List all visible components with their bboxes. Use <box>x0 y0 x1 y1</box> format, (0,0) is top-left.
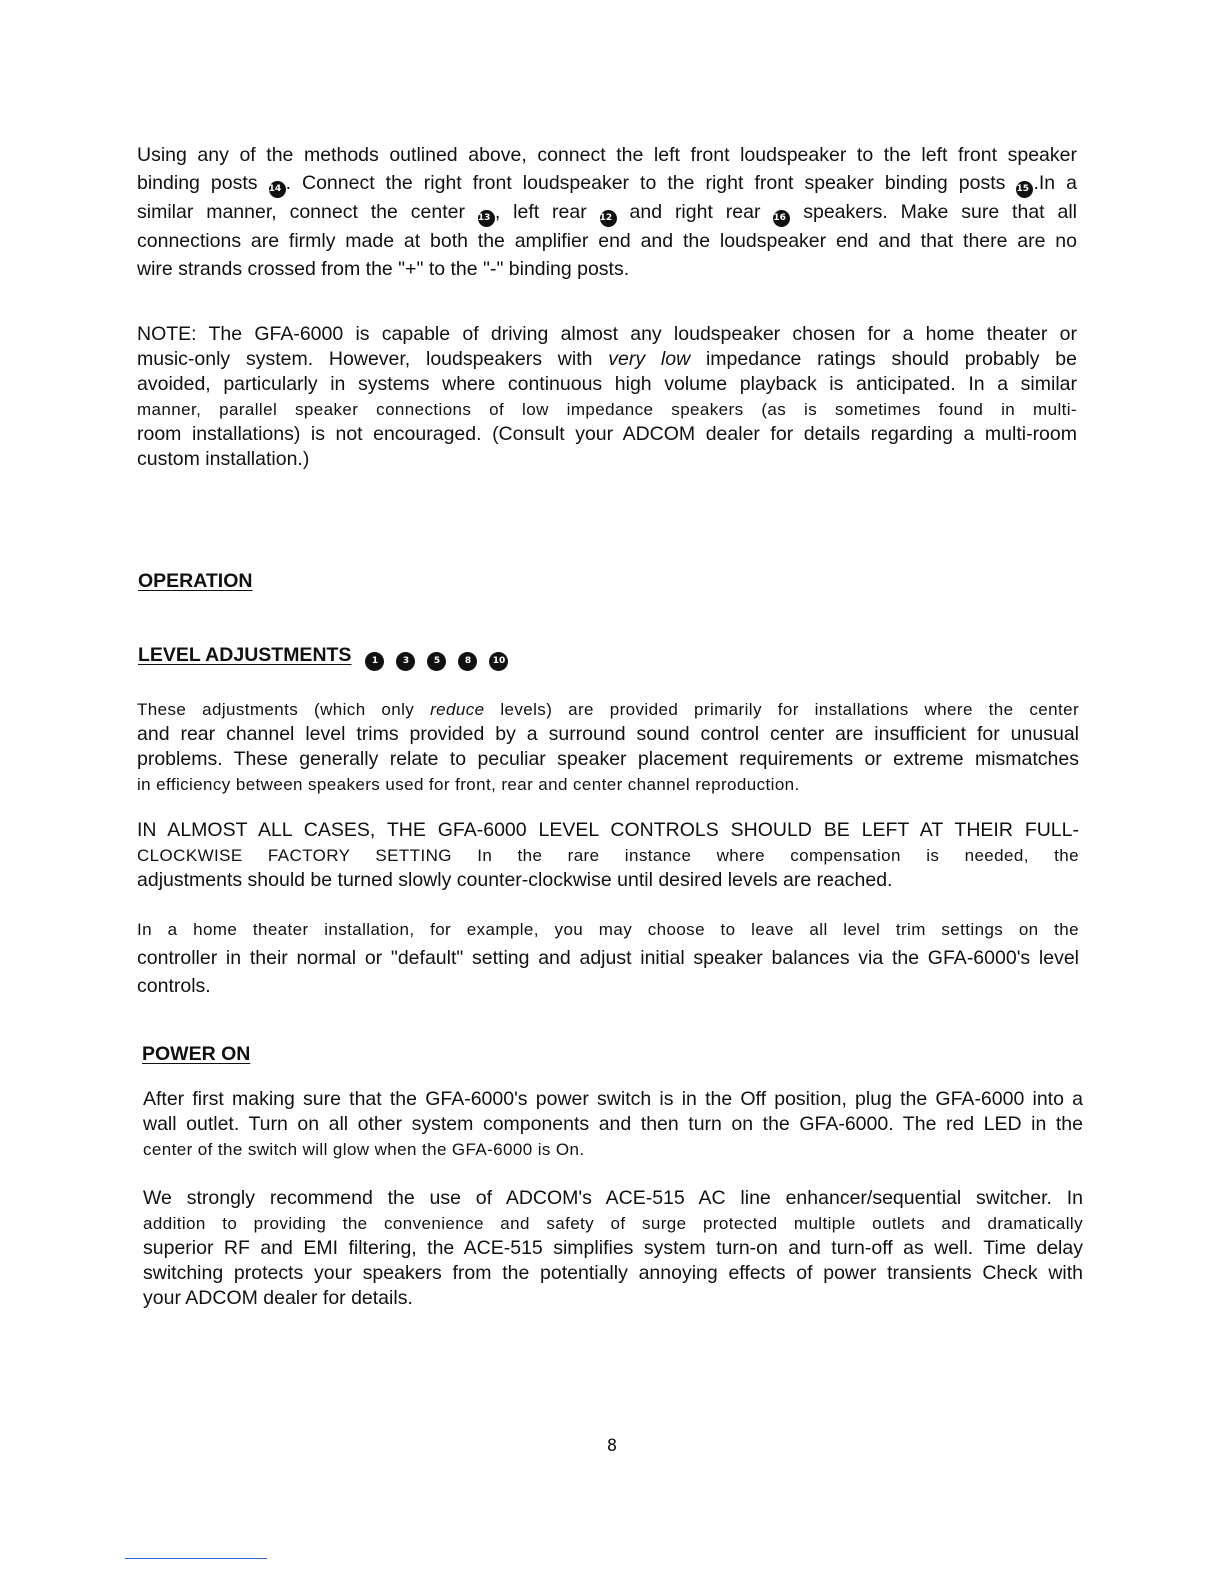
text-line: After first making sure that the GFA-6000's power switch is in the Off position, plug the GFA-6000 into a <box>143 1088 1083 1110</box>
level-control-badges <box>353 644 508 671</box>
level-paragraph-3 <box>137 916 1079 1000</box>
text-line: In a home theater installation, for example, you may choose to leave all level trim settings on the <box>137 920 1079 939</box>
text-line: in efficiency between speakers used for front, rear and center channel reproduction. <box>137 775 800 794</box>
text-line: center of the switch will glow when the GFA-6000 is On. <box>143 1140 585 1159</box>
callout-badge-left-front: 14 <box>269 181 286 198</box>
callout-badge: 3 <box>396 652 415 671</box>
page-number: 8 <box>606 1436 618 1456</box>
connection-paragraph <box>137 141 1077 283</box>
text-line: manner, parallel speaker connections of low impedance speakers (as is sometimes found in multi- <box>137 400 1077 419</box>
text-line: similar manner, connect the center 13 , left rear 12 and right rear 16 speakers. Make sure that all <box>137 198 1077 227</box>
level-paragraph-2 <box>137 818 1079 893</box>
text-line: problems. These generally relate to peculiar speaker placement requirements or extreme mismatches <box>137 748 1079 770</box>
text-line: wire strands crossed from the "+" to the "-" binding posts. <box>137 258 630 280</box>
text-line: We strongly recommend the use of ADCOM's ACE-515 AC line enhancer/sequential switcher. In <box>143 1187 1083 1209</box>
level-paragraph-1 <box>137 697 1079 797</box>
level-adjustments-heading: LEVEL ADJUSTMENTS 1 3 5 8 10 <box>138 644 508 671</box>
text-line: and rear channel level trims provided by a surround sound control center are insufficient for unusual <box>137 723 1079 745</box>
text-line: controller in their normal or "default" setting and adjust initial speaker balances via the GFA-6000's level <box>137 947 1079 969</box>
text-line: controls. <box>137 975 211 997</box>
callout-badge: 10 <box>489 652 508 671</box>
text-line: switching protects your speakers from the potentially annoying effects of power transients Check with <box>143 1262 1083 1284</box>
text-line: superior RF and EMI filtering, the ACE-515 simplifies system turn-on and turn-off as well. Time delay <box>143 1237 1083 1259</box>
callout-badge: 8 <box>458 652 477 671</box>
text-line: adjustments should be turned slowly counter-clockwise until desired levels are reached. <box>137 869 893 891</box>
text-line: music-only system. However, loudspeakers with very low impedance ratings should probably be <box>137 348 1077 370</box>
callout-badge: 1 <box>365 652 384 671</box>
callout-badge: 5 <box>427 652 446 671</box>
text-line: These adjustments (which only reduce levels) are provided primarily for installations where the center <box>137 700 1080 719</box>
note-paragraph <box>137 322 1077 472</box>
text-line: custom installation.) <box>137 448 310 470</box>
text-line: Using any of the methods outlined above, connect the left front loudspeaker to the left front speaker <box>137 144 1077 166</box>
text-line: connections are firmly made at both the amplifier end and the loudspeaker end and that there are no <box>137 230 1077 252</box>
text-line: NOTE: The GFA-6000 is capable of driving almost any loudspeaker chosen for a home theater or <box>137 323 1077 345</box>
callout-badge-left-rear: 12 <box>600 210 617 227</box>
text-line: avoided, particularly in systems where continuous high volume playback is anticipated. In a similar <box>137 373 1077 395</box>
footer-rule <box>125 1558 267 1559</box>
power-on-heading: POWER ON <box>142 1043 251 1065</box>
operation-heading: OPERATION <box>138 570 253 592</box>
text-line: wall outlet. Turn on all other system components and then turn on the GFA-6000. The red LED in the <box>143 1113 1083 1135</box>
callout-badge-right-front: 15 <box>1016 181 1033 198</box>
text-line: CLOCKWISE FACTORY SETTING In the rare instance where compensation is needed, the <box>137 846 1079 865</box>
text-line: room installations) is not encouraged. (Consult your ADCOM dealer for details regarding a multi-room <box>137 423 1077 445</box>
text-line: your ADCOM dealer for details. <box>143 1287 413 1309</box>
text-line: binding posts 14 . Connect the right front loudspeaker to the right front speaker binding posts 15 .In a <box>137 169 1077 198</box>
callout-badge-right-rear: 16 <box>773 210 790 227</box>
power-paragraph-2 <box>143 1186 1083 1311</box>
callout-badge-center: 13 <box>478 210 495 227</box>
text-line: addition to providing the convenience and safety of surge protected multiple outlets and dramatically <box>143 1214 1083 1233</box>
text-line: IN ALMOST ALL CASES, THE GFA-6000 LEVEL CONTROLS SHOULD BE LEFT AT THEIR FULL- <box>137 819 1079 841</box>
power-paragraph-1 <box>143 1087 1083 1162</box>
